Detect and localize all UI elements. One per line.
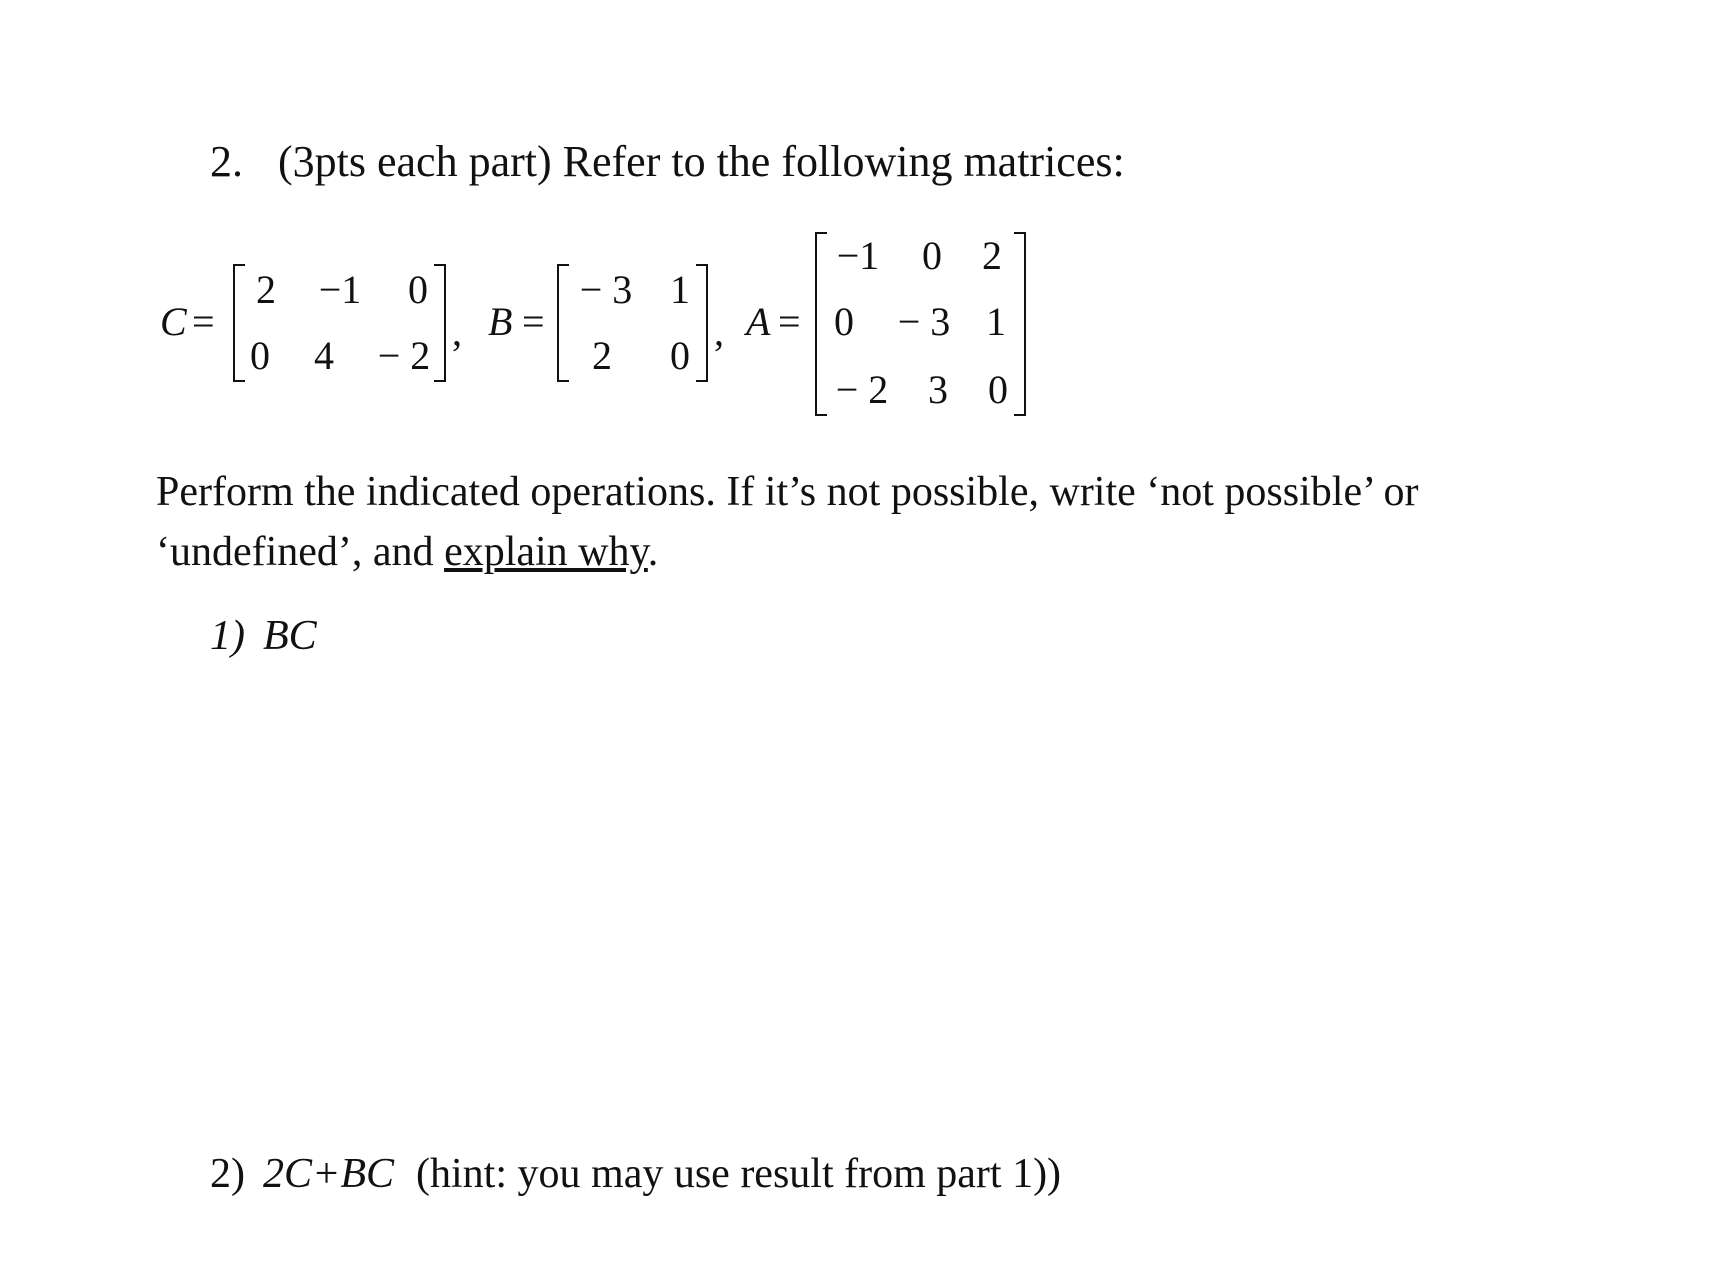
matrix-c-cell: 2: [256, 267, 276, 312]
part-1-expression: BC: [263, 613, 317, 659]
part-2: [210, 1150, 1061, 1198]
matrix-c-cell: −1: [318, 267, 362, 312]
part-2-label: 2): [210, 1151, 245, 1197]
part-1: [210, 612, 317, 660]
matrix-b-equals: =: [522, 299, 545, 344]
matrix-a-label: A: [746, 299, 771, 344]
matrix-c-cell: 0: [250, 333, 270, 378]
instructions: [156, 462, 1556, 582]
part-2-hint: (hint: you may use result from part 1)): [416, 1151, 1062, 1197]
matrix-a-cell: 0: [922, 233, 942, 278]
matrix-c-comma: ,: [452, 309, 462, 354]
matrix-a-equals: =: [778, 299, 801, 344]
matrix-c-right-bracket: [434, 264, 446, 382]
matrix-a-cell: 3: [928, 367, 948, 412]
matrices-row: [0, 0, 1717, 440]
matrix-b-cell: − 3: [579, 267, 633, 312]
matrix-a-cell: 1: [986, 299, 1006, 344]
matrix-b-right-bracket: [696, 264, 708, 382]
part-1-label: 1): [210, 613, 245, 659]
matrix-a-right-bracket: [1014, 232, 1026, 416]
matrix-b-comma: ,: [714, 309, 724, 354]
matrix-b-cell: 1: [670, 267, 690, 312]
matrix-a-cell: 2: [982, 233, 1002, 278]
matrix-a-cell: − 3: [897, 299, 951, 344]
matrix-a-cell: 0: [988, 367, 1008, 412]
matrix-a-cell: −1: [836, 233, 880, 278]
matrix-a-cell: − 2: [835, 367, 889, 412]
matrix-a-cell: 0: [834, 299, 854, 344]
question-header-text: (3pts each part) Refer to the following matrices:: [278, 137, 1125, 186]
instructions-underlined: explain why: [444, 529, 648, 575]
matrix-b-cell: 0: [670, 333, 690, 378]
instructions-text: Perform the indicated operations. If it’s not possible, write ‘not possible’ or ‘undefined’, and: [156, 469, 1419, 575]
instructions-period: .: [647, 529, 659, 575]
matrix-c-cell: 0: [408, 267, 428, 312]
matrix-c-cell: − 2: [377, 333, 431, 378]
matrix-b-label: B: [488, 299, 513, 344]
matrix-c-cell: 4: [314, 333, 334, 378]
matrix-b-cell: 2: [592, 333, 612, 378]
part-2-expression: 2C+BC: [263, 1151, 395, 1197]
matrix-c-label: C: [160, 299, 187, 344]
matrix-c-equals: =: [192, 299, 215, 344]
question-number: 2.: [210, 137, 243, 186]
